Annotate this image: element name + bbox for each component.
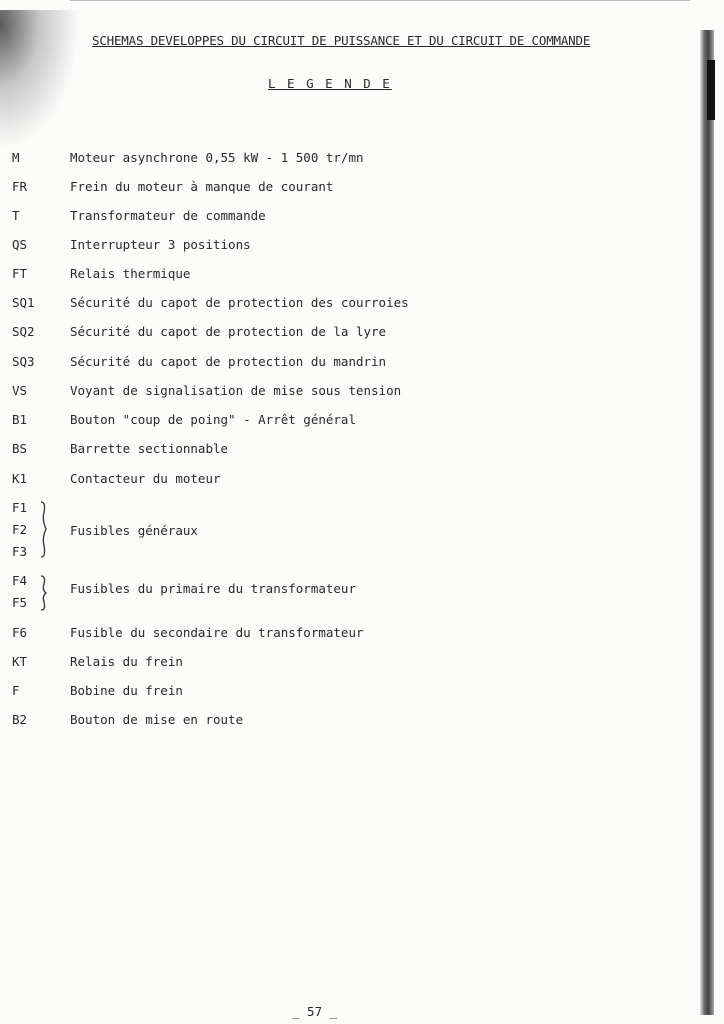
- legend-code: F2: [12, 522, 28, 537]
- legend-desc: Moteur asynchrone 0,55 kW - 1 500 tr/mn: [70, 150, 364, 165]
- legend-code: F1: [12, 500, 28, 515]
- legend-desc: Voyant de signalisation de mise sous tension: [70, 383, 402, 398]
- page-number: _ 57 _: [292, 1004, 338, 1019]
- legend-desc: Bobine du frein: [70, 683, 183, 698]
- legend-desc: Relais du frein: [70, 654, 183, 669]
- legend-code: FR: [12, 179, 28, 194]
- legend-code: B1: [12, 412, 28, 427]
- legend-code: KT: [12, 654, 28, 669]
- legend-code: FT: [12, 266, 28, 281]
- legend-desc: Fusible du secondaire du transformateur: [70, 625, 364, 640]
- legend-desc: Contacteur du moteur: [70, 471, 221, 486]
- legend-code: VS: [12, 383, 28, 398]
- legend-code: BS: [12, 441, 28, 456]
- legend-desc: Barrette sectionnable: [70, 441, 229, 456]
- legend-code: SQ1: [12, 295, 35, 310]
- legend-code: SQ2: [12, 324, 35, 339]
- brace-icon: [38, 574, 50, 612]
- page-title: SCHEMAS DEVELOPPES DU CIRCUIT DE PUISSANCE ET DU CIRCUIT DE COMMANDE: [92, 33, 591, 48]
- legend-code: K1: [12, 471, 28, 486]
- brace-icon: [38, 500, 50, 560]
- legend-code: F: [12, 683, 20, 698]
- legend-code: T: [12, 208, 20, 223]
- legend-desc: Fusibles du primaire du transformateur: [70, 581, 356, 596]
- legend-desc: Sécurité du capot de protection des courroies: [70, 295, 409, 310]
- legend-code: F3: [12, 544, 28, 559]
- legend-desc: Transformateur de commande: [70, 208, 266, 223]
- scan-smudge: [0, 10, 80, 150]
- legend-desc: Bouton de mise en route: [70, 712, 244, 727]
- legend-desc: Sécurité du capot de protection du mandrin: [70, 354, 387, 369]
- legend-code: B2: [12, 712, 28, 727]
- legend-desc: Frein du moteur à manque de courant: [70, 179, 334, 194]
- legend-code: QS: [12, 237, 28, 252]
- scan-binding-edge: [700, 30, 714, 1015]
- scan-top-line: [70, 0, 690, 1]
- legend-heading: L E G E N D E: [268, 76, 392, 91]
- legend-code: F6: [12, 625, 28, 640]
- scan-binding-mark: [707, 60, 715, 120]
- legend-code: F5: [12, 595, 28, 610]
- legend-desc: Sécurité du capot de protection de la lyre: [70, 324, 387, 339]
- legend-code: SQ3: [12, 354, 35, 369]
- legend-code: M: [12, 150, 20, 165]
- legend-desc: Relais thermique: [70, 266, 191, 281]
- legend-desc: Fusibles généraux: [70, 523, 198, 538]
- legend-desc: Bouton "coup de poing" - Arrêt général: [70, 412, 356, 427]
- legend-code: F4: [12, 573, 28, 588]
- legend-desc: Interrupteur 3 positions: [70, 237, 251, 252]
